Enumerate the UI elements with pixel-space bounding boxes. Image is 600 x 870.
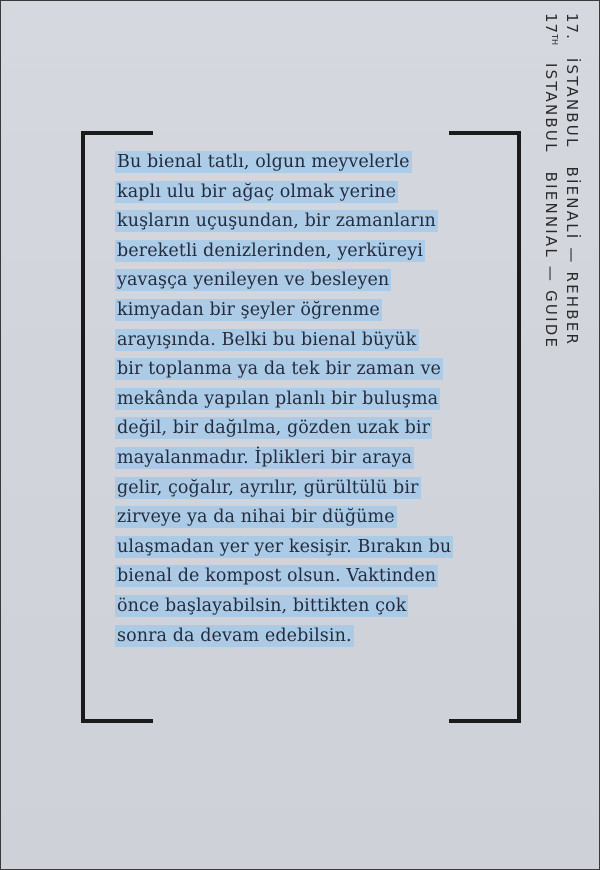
passage-line: [115, 385, 475, 415]
highlighted-text: bir toplanma ya da tek bir zaman ve: [117, 359, 442, 380]
spine-number-en: 17: [542, 13, 560, 35]
passage-line: [115, 444, 475, 474]
passage-line: [115, 296, 475, 326]
spine-city-tr: İSTANBUL: [563, 57, 581, 149]
highlighted-text: ulaşmadan yer yer kesişir. Bırakın bu: [117, 536, 452, 557]
highlighted-text: bereketli denizlerinden, yerküreyi: [117, 240, 423, 261]
highlighted-passage: [115, 148, 475, 651]
spine-header: [542, 13, 600, 533]
spine-title-turkish: [559, 13, 581, 346]
passage-line: [115, 622, 475, 652]
spine-label-tr: BİENALİ — REHBER: [563, 166, 581, 347]
passage-line: [115, 503, 475, 533]
passage-line: [115, 562, 475, 592]
passage-line: [115, 592, 475, 622]
highlighted-text: mekânda yapılan planlı bir buluşma: [117, 388, 439, 409]
highlighted-text: kuşların uçuşundan, bir zamanların: [117, 211, 436, 232]
highlighted-text: bienal de kompost olsun. Vaktinden: [117, 566, 437, 587]
highlighted-text: gelir, çoğalır, ayrılır, gürültülü bir: [117, 477, 419, 498]
passage-line: [115, 326, 475, 356]
passage-line: [115, 207, 475, 237]
highlighted-text: kaplı ulu bir ağaç olmak yerine: [117, 181, 397, 202]
spine-number-suffix-en: TH: [550, 34, 559, 45]
passage-line: [115, 474, 475, 504]
highlighted-text: değil, bir dağılma, gözden uzak bir: [117, 418, 431, 439]
highlighted-text: Bu bienal tatlı, olgun meyvelerle: [117, 152, 410, 172]
spine-city-en: ISTANBUL: [542, 63, 560, 154]
highlighted-text: sonra da devam edebilsin.: [117, 625, 352, 646]
passage-line: [115, 178, 475, 208]
passage-line: [115, 533, 475, 563]
passage-line: [115, 414, 475, 444]
highlighted-text: zirveye ya da nihai bir düğüme: [117, 507, 395, 528]
passage-line: [115, 148, 475, 178]
highlighted-text: kimyadan bir şeyler öğrenme: [117, 299, 380, 320]
highlighted-text: yavaşça yenileyen ve besleyen: [117, 270, 390, 291]
highlighted-text: arayışında. Belki bu bienal büyük: [117, 329, 417, 350]
spine-label-en: BIENNIAL — GUIDE: [542, 171, 560, 350]
spine-title-english: [538, 13, 560, 349]
highlighted-text: önce başlayabilsin, bittikten çok: [117, 595, 407, 616]
passage-line: [115, 237, 475, 267]
highlighted-text: mayalanmadır. İplikleri bir araya: [117, 447, 413, 468]
spine-number-tr: 17.: [563, 13, 581, 40]
passage-line: [115, 355, 475, 385]
passage-line: [115, 266, 475, 296]
